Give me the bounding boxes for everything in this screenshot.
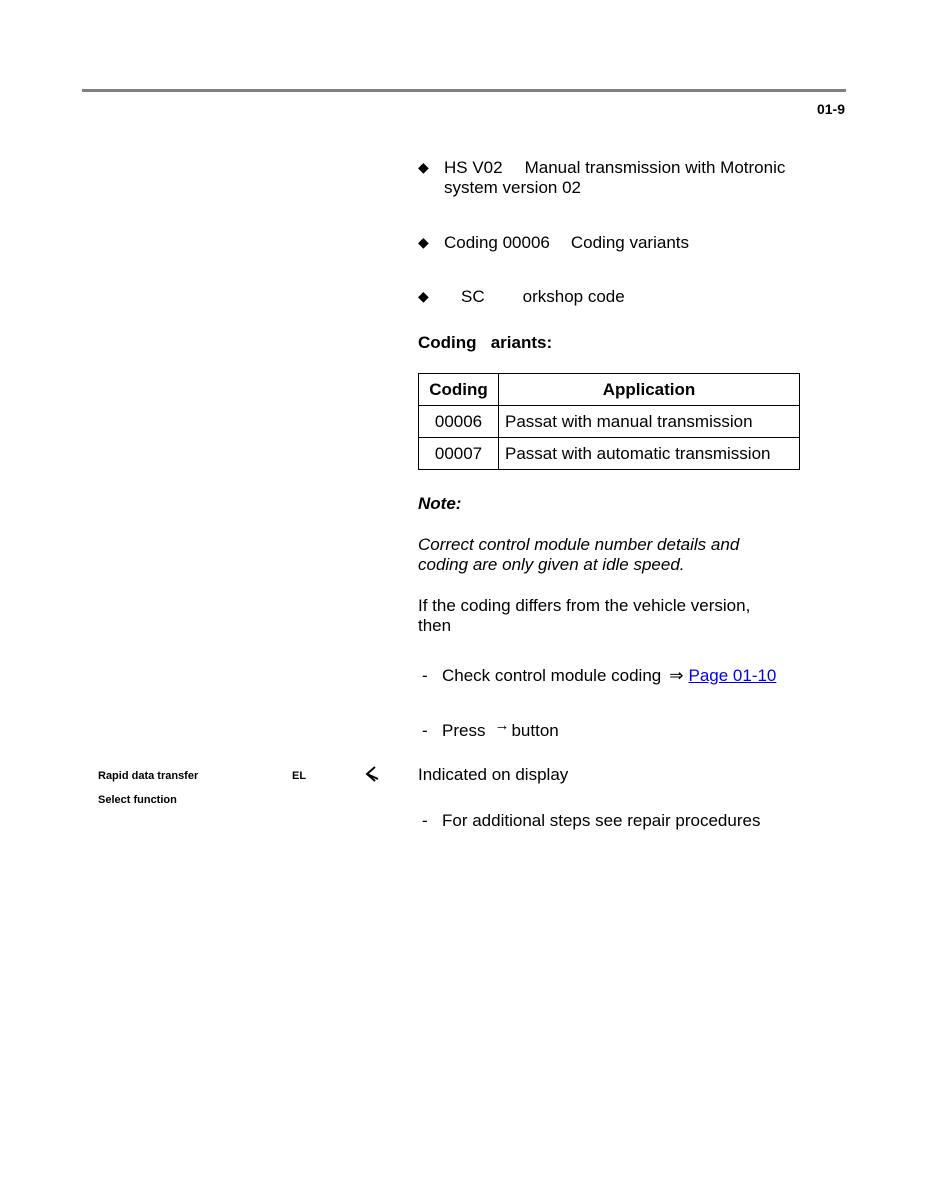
page-link-01-10[interactable]: Page 01-10 bbox=[688, 666, 777, 685]
table-cell-application: Passat with automatic transmission bbox=[499, 438, 800, 470]
step-dash: - bbox=[422, 721, 428, 740]
table-header-coding: Coding bbox=[419, 374, 499, 406]
pointer-arrow-icon bbox=[362, 765, 380, 783]
display-caption: Indicated on display bbox=[418, 765, 569, 784]
step-additional bbox=[418, 811, 760, 831]
bullet-desc: Manual transmission with Motronic bbox=[524, 158, 786, 177]
note-line: Correct control module number details and bbox=[418, 535, 740, 554]
table-row bbox=[419, 406, 800, 438]
arrow-right-icon: → bbox=[494, 717, 510, 734]
step-check-coding bbox=[418, 666, 776, 686]
step-dash: - bbox=[422, 666, 428, 685]
step-text: For additional steps see repair procedures bbox=[442, 811, 761, 830]
table-cell-code: 00006 bbox=[419, 406, 499, 438]
table-header-application: Application bbox=[499, 374, 800, 406]
table-cell-application: Passat with manual transmission bbox=[499, 406, 800, 438]
note-line: coding are only given at idle speed. bbox=[418, 555, 685, 574]
bullet-item-sc bbox=[418, 287, 625, 307]
header-rule bbox=[82, 89, 846, 92]
display-status: EL bbox=[292, 770, 307, 782]
coding-table bbox=[418, 373, 800, 470]
step-text: Check control module coding bbox=[442, 666, 662, 685]
info-line: If the coding differs from the vehicle version, bbox=[418, 596, 751, 615]
display-line-1: Rapid data transfer bbox=[98, 770, 199, 782]
arrow-right-icon: ⇒ bbox=[669, 666, 684, 685]
bullet-item-hs-v02 bbox=[418, 158, 785, 198]
info-paragraph bbox=[418, 596, 750, 636]
bullet-desc: Coding variants bbox=[570, 233, 689, 252]
info-line: then bbox=[418, 616, 452, 635]
bullet-item-coding bbox=[418, 233, 689, 253]
bullet-code: Coding 00006 bbox=[444, 233, 550, 252]
bullet-desc: orkshop code bbox=[522, 287, 625, 306]
step-dash: - bbox=[422, 811, 428, 830]
step-press-button bbox=[418, 717, 559, 741]
table-cell-code: 00007 bbox=[419, 438, 499, 470]
diamond-icon: ◆ bbox=[418, 288, 429, 304]
bullet-code: HS V02 bbox=[444, 158, 503, 177]
coding-variants-heading: Coding ariants: bbox=[418, 333, 553, 352]
note-heading: Note: bbox=[418, 494, 462, 513]
display-line-2: Select function bbox=[98, 794, 177, 806]
bullet-desc-line2: system version 02 bbox=[444, 178, 581, 197]
note-body bbox=[418, 535, 739, 575]
page-number: 01-9 bbox=[816, 101, 845, 117]
table-header-row bbox=[419, 374, 800, 406]
diamond-icon: ◆ bbox=[418, 234, 429, 250]
table-row bbox=[419, 438, 800, 470]
diamond-icon: ◆ bbox=[418, 159, 429, 175]
bullet-code: SC bbox=[461, 287, 485, 306]
step-text: Press bbox=[442, 721, 486, 740]
step-text: button bbox=[511, 721, 559, 740]
